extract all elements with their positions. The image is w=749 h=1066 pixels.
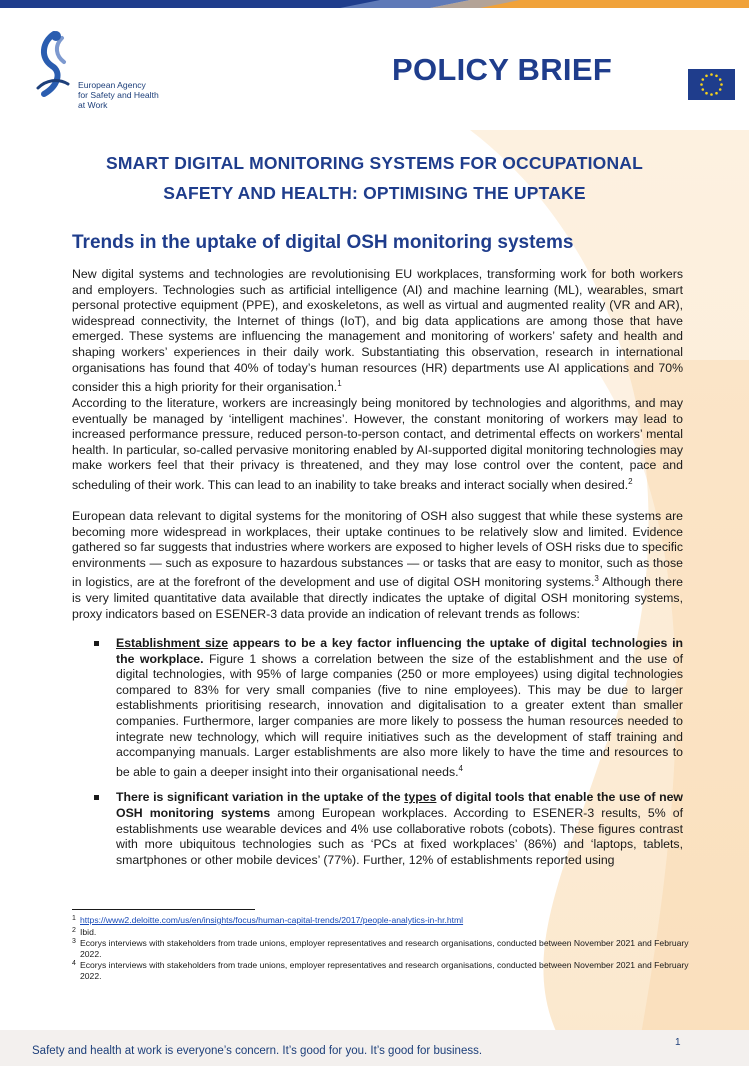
footnote-divider (72, 909, 255, 910)
footnotes (72, 915, 692, 983)
logo-line: European Agency (78, 80, 146, 90)
bullet-text: Figure 1 shows a correlation between the size of the establishment and the use of digital technologies, with 95% of large companies (250 or more employees) using digital technologies compared to 83% for very small companies (five to nine employees). This may be due to larger establishments prioritising research, innovation and digitalisation to a greater extent than smaller companies. Furthermore, larger companies are more likely to possess the human resources needed to integrate new technology, which will require initiatives such as the development of staff training and accompanying manuals. Larger establishments are also more likely to have the time and resources to be able to gain a deeper insight into their organisational needs. (116, 651, 683, 779)
section-heading: Trends in the uptake of digital OSH monitoring systems (72, 232, 574, 253)
footnote-ref[interactable]: 4 (458, 763, 463, 773)
list-item (72, 790, 683, 868)
footnote-ref[interactable]: 2 (628, 476, 633, 486)
paragraph-text: European data relevant to digital systems for the monitoring of OSH also suggest that while these systems are becoming more widespread in workplaces, their uptake continues to be relatively slow and limited. Evidence gathered so far suggests that industries where workers are exposed to higher levels of OSH risks due to specific environments — such as exposure to hazardous substances — or tasks that are easy to monitor, such as those in logistics, are at the forefront of the development and use of digital OSH monitoring systems. (72, 509, 683, 590)
title-line-1: SMART DIGITAL MONITORING SYSTEMS FOR OCCUPATIONAL (105, 153, 644, 173)
footnote-number: 2 (72, 926, 76, 934)
footnote-text: Ibid. (80, 926, 97, 937)
logo-line: for Safety and Health (78, 90, 159, 100)
page-number: 1 (675, 1037, 681, 1048)
footnote-text: Ecorys interviews with stakeholders from trade unions, employer representatives and research organisations, conducted between November 2021 and February 2022. (80, 960, 689, 981)
footnote-ref[interactable]: 3 (594, 574, 599, 584)
footnote-item (72, 960, 692, 981)
paragraph-text: According to the literature, workers are increasingly being monitored by technologies and algorithms, and may eventually be managed by ‘intelligent machines’. However, the constant monitoring of workers may lead to increased performance pressure, reduced person-to-person contact, and detrimental effects on workers’ mental health. In particular, so-called pervasive monitoring enabled by AI-supported digital monitoring technologies may make workers feel that their privacy is threatened, and they may lose control over the content, pace and scheduling of their work. This can lead to an inability to take breaks and interact socially when desired. (72, 396, 683, 493)
bullet-lead: of digital tools that enable the use of new OSH monitoring systems (116, 790, 684, 821)
footnote-number: 1 (72, 915, 76, 922)
bullet-marker (94, 795, 99, 800)
bullet-emphasis: types (404, 790, 437, 805)
paragraph-3 (72, 509, 683, 622)
list-item (72, 636, 683, 780)
document-title (40, 148, 709, 208)
bullet-marker (94, 641, 99, 646)
footnote-text: Ecorys interviews with stakeholders from trade unions, employer representatives and research organisations, conducted between November 2021 and February 2022. (80, 938, 689, 959)
paragraph-2 (72, 396, 683, 494)
page-header (0, 0, 749, 119)
footnote-ref[interactable]: 1 (337, 379, 342, 389)
paragraph-1 (72, 267, 683, 396)
logo-line: at Work (78, 100, 108, 110)
footnote-link[interactable]: https://www2.deloitte.com/us/en/insights/focus/human-capital-trends/2017/people-analytics-in-hr.html (80, 915, 464, 925)
logo-text (78, 80, 159, 110)
footnote-item (72, 938, 692, 959)
footnote-number: 4 (72, 960, 76, 968)
page-footer (0, 1030, 749, 1066)
header-color-band (0, 0, 749, 8)
bullet-emphasis: Establishment size (116, 636, 229, 650)
eu-flag-icon (688, 69, 735, 100)
policy-brief-title: POLICY BRIEF (392, 52, 613, 87)
paragraph-text: New digital systems and technologies are revolutionising EU workplaces, transforming work for both workers and employers. Technologies such as artificial intelligence (AI) and machine learning (ML), wearables, smart personal protective equipment (PPE), and exoskeletons, as well as virtual and augmented reality (VR and AR), widespread connectivity, the Internet of things (IoT), and big data applications are among those that have emerged. These systems are influencing the management and monitoring of workers’ safety and health and shaping workers’ experiences in their daily work. Substantiating this observation, research in international organisations has found that 40% of today’s human resources (HR) departments use AI applications and 70% consider this a high priority for their organisation. (72, 267, 683, 395)
paragraph-text: Although there is very limited quantitative data available that directly indicates the uptake of digital OSH monitoring systems, proxy indicators based on ESENER-3 data provide an indication of relevant trends as follows: (72, 575, 683, 621)
footnote-item (72, 927, 692, 938)
footnote-item (72, 915, 692, 926)
bullet-list (72, 636, 683, 878)
bullet-lead: appears to be a key factor influencing the uptake of digital technologies in the workplace. (116, 636, 684, 666)
footer-tagline: Safety and health at work is everyone’s concern. It’s good for you. It’s good for business. (32, 1045, 483, 1057)
footnote-number: 3 (72, 938, 76, 946)
bullet-lead: There is significant variation in the uptake of the (116, 790, 405, 805)
bullet-text: among European workplaces. According to ESENER-3 results, 5% of establishments use wearable devices and 4% use collaborative robots (cobots). These figures contrast with more ubiquitous technologies such as ‘PCs at fixed workplaces’ (86%) and ‘laptops, tablets, smartphones or other mobile devices’ (77%). Further, 12% of establishments reported using (116, 806, 683, 867)
title-line-2: SAFETY AND HEALTH: OPTIMISING THE UPTAKE (163, 183, 586, 203)
